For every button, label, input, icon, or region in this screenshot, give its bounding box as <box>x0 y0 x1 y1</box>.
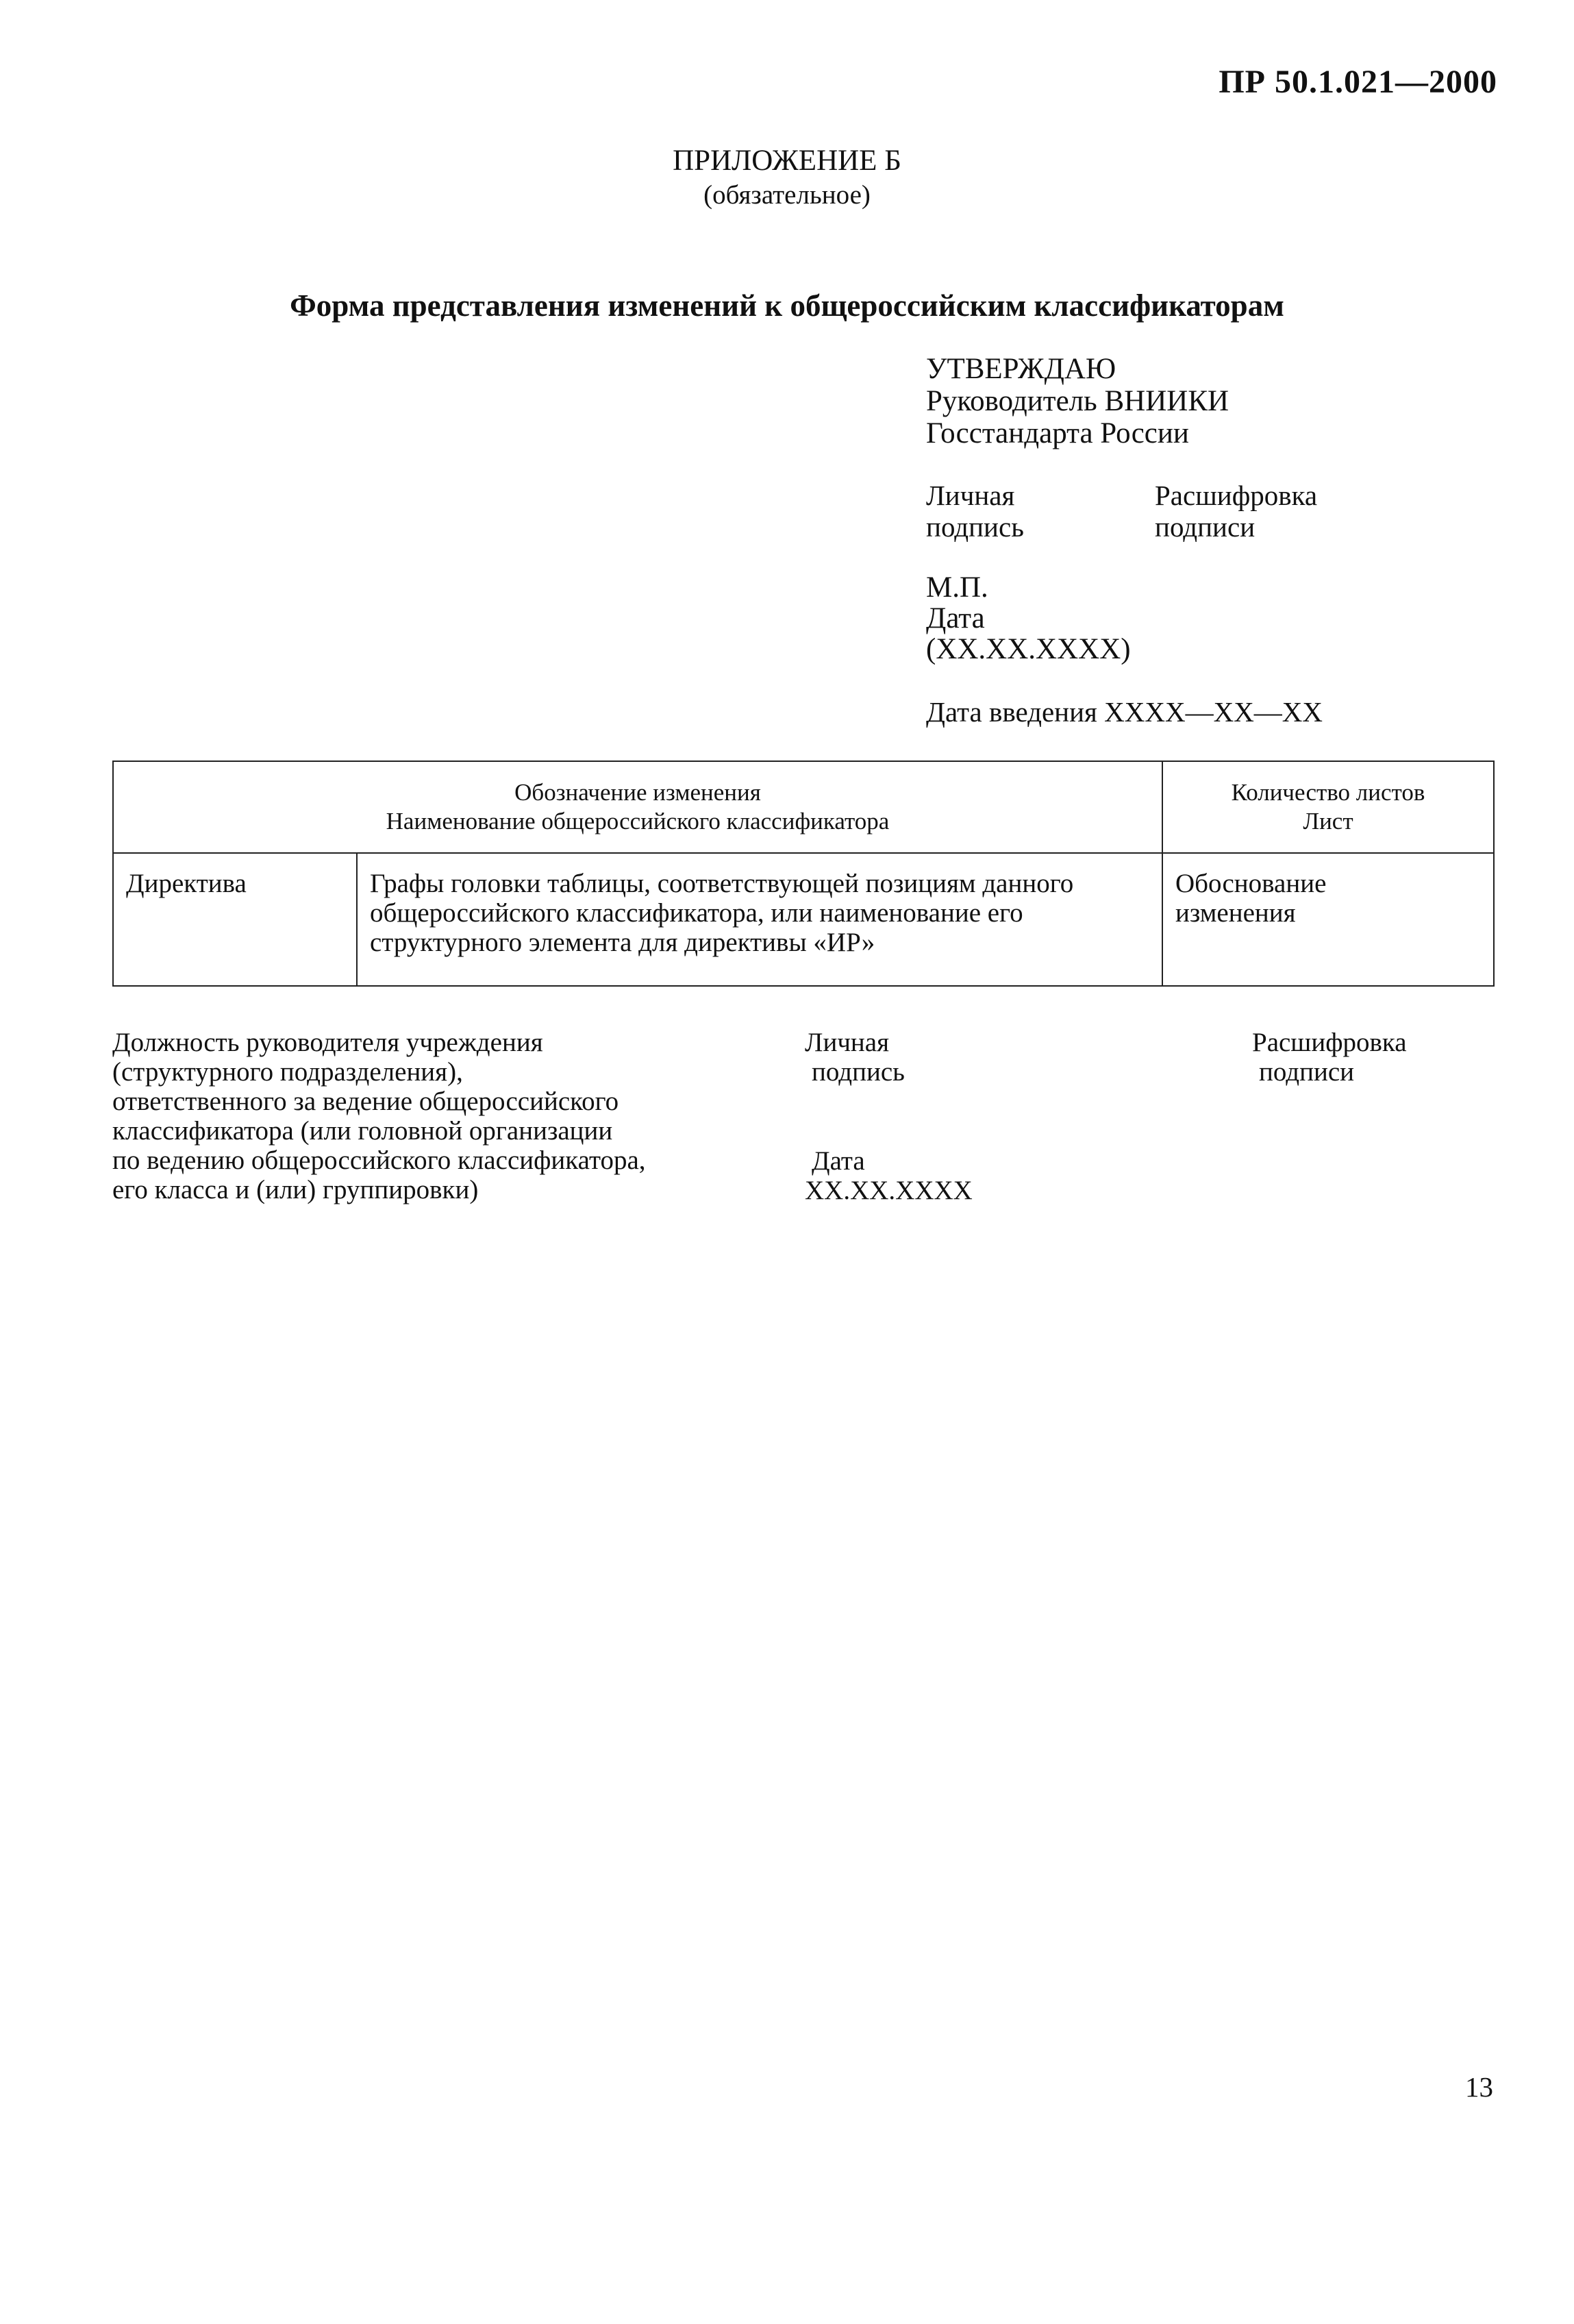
decode-label-line2: подписи <box>1155 511 1256 543</box>
justification-cell <box>1162 853 1494 986</box>
responsible-line: его класса и (или) группировки) <box>112 1175 479 1204</box>
approver-position-line2: Госстандарта России <box>926 417 1189 449</box>
directive-cell <box>113 853 357 986</box>
date-value: (XX.XX.XXXX) <box>926 633 1131 665</box>
signature-label-line1: Личная <box>926 480 1015 511</box>
approval-block <box>926 353 1229 449</box>
columns-text-line3: структурного элемента для директивы «ИР» <box>370 928 875 957</box>
footer-signature-label <box>805 1028 905 1087</box>
intro-date: Дата введения XXXX—XX—XX <box>926 696 1323 728</box>
responsible-position <box>112 1028 646 1204</box>
form-title: Форма представления изменений к общероссийским классификаторам <box>290 288 1284 323</box>
decode-label-line1: Расшифровка <box>1155 480 1318 511</box>
responsible-line: ответственного за ведение общероссийского <box>112 1087 619 1116</box>
footer-date <box>805 1146 973 1205</box>
responsible-line: (структурного подразделения), <box>112 1057 463 1087</box>
footer-decode-line2: подписи <box>1259 1057 1355 1087</box>
footer-signature-line2: подпись <box>812 1057 905 1087</box>
footer-date-value: XX.XX.XXXX <box>805 1176 973 1205</box>
table-header-side <box>1162 761 1494 853</box>
footer-signature-line1: Личная <box>805 1028 890 1057</box>
columns-text-line2: общероссийского классификатора, или наименование его <box>370 898 1023 928</box>
annex-title: ПРИЛОЖЕНИЕ Б <box>673 145 901 177</box>
table-row <box>113 853 1494 986</box>
columns-cell <box>357 853 1162 986</box>
approval-signature-label <box>926 480 1024 543</box>
footer-date-label: Дата <box>812 1146 865 1176</box>
signature-label-line2: подпись <box>926 511 1024 543</box>
annex-subtitle: (обязательное) <box>703 180 871 210</box>
header-side-line2: Лист <box>1303 808 1353 835</box>
stamp-date-block <box>926 572 1131 665</box>
page-number: 13 <box>1465 2071 1493 2103</box>
columns-text <box>370 869 1151 957</box>
footer-decode-label <box>1252 1028 1407 1087</box>
footer-decode-line1: Расшифровка <box>1252 1028 1407 1057</box>
approve-label: УТВЕРЖДАЮ <box>926 353 1116 385</box>
directive-label: Директива <box>126 869 247 898</box>
header-main-line2: Наименование общероссийского классификатора <box>386 808 890 835</box>
document-code: ПР 50.1.021—2000 <box>1219 64 1497 100</box>
justification-line1: Обоснование <box>1175 869 1327 898</box>
header-main-line1: Обозначение изменения <box>514 779 761 806</box>
columns-text-line1: Графы головки таблицы, соответствующей позициям данного <box>370 869 1074 898</box>
date-label: Дата <box>926 602 985 634</box>
header-side-line1: Количество листов <box>1231 779 1425 806</box>
table-header-row <box>113 761 1494 853</box>
responsible-line: классификатора (или головной организации <box>112 1116 613 1146</box>
stamp-label: М.П. <box>926 571 988 604</box>
responsible-line: по ведению общероссийского классификатора, <box>112 1146 646 1175</box>
approver-position-line1: Руководитель ВНИИКИ <box>926 385 1229 417</box>
table-header-main <box>113 761 1162 853</box>
justification-line2: изменения <box>1175 898 1296 928</box>
approval-decode-label <box>1155 480 1317 543</box>
changes-table <box>112 761 1495 987</box>
responsible-line: Должность руководителя учреждения <box>112 1028 543 1057</box>
